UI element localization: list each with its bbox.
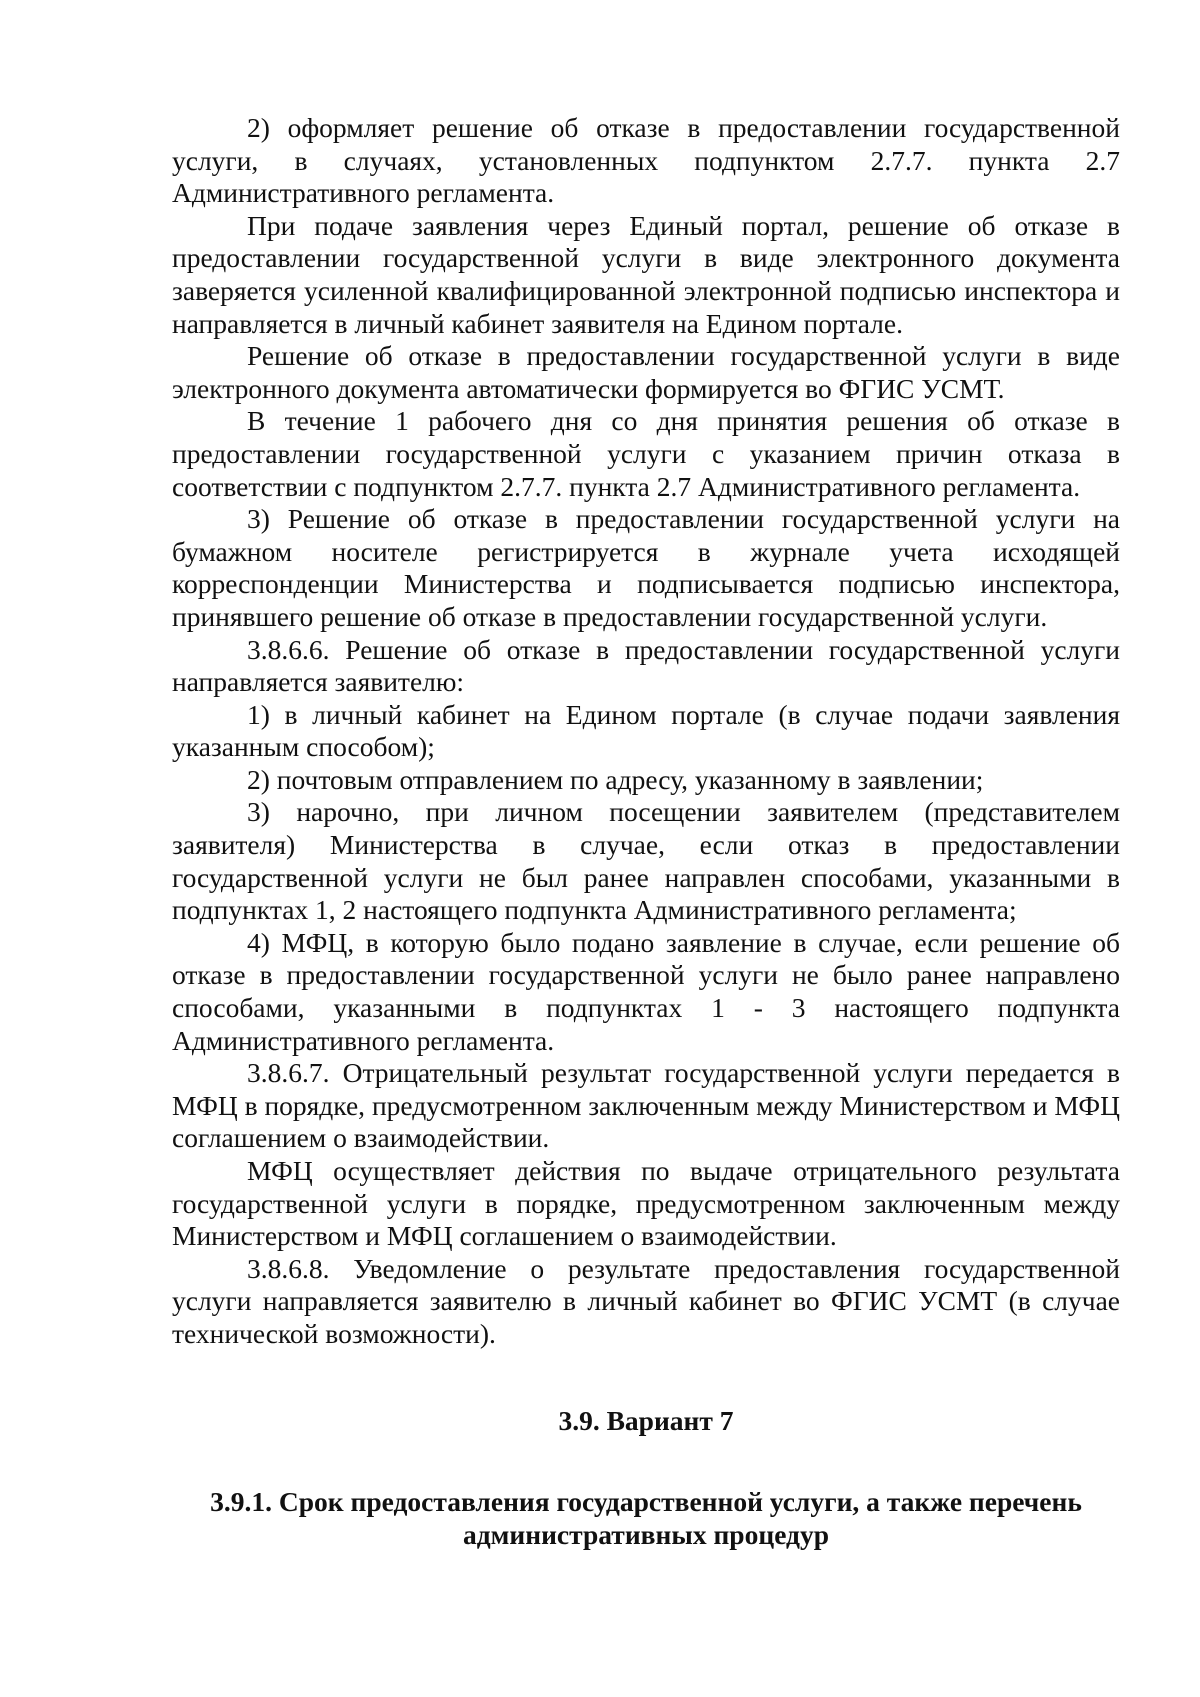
paragraph: В течение 1 рабочего дня со дня принятия решения об отказе в предоставлении государственной услуги с указанием причин отказа в соответствии с подпунктом 2.7.7. пункта 2.7 Административного регламента.	[172, 405, 1120, 502]
paragraph: МФЦ осуществляет действия по выдаче отрицательного результата государственной услуги в порядке, предусмотренном заключенным между Министерством и МФЦ соглашением о взаимодействии.	[172, 1155, 1120, 1252]
paragraph: 3.8.6.8. Уведомление о результате предоставления государственной услуги направляется заявителю в личный кабинет во ФГИС УСМТ (в случае технической возможности).	[172, 1252, 1120, 1349]
paragraph: 4) МФЦ, в которую было подано заявление в случае, если решение об отказе в предоставлении государственной услуги не было ранее направлено способами, указанными в подпунктах 1 - 3 настоящего подпункта Административного регламента.	[172, 926, 1120, 1056]
paragraph: При подаче заявления через Единый портал, решение об отказе в предоставлении государственной услуги в виде электронного документа заверяется усиленной квалифицированной электронной подписью инспектора и направляется в личный кабинет заявителя на Едином портале.	[172, 209, 1120, 339]
section-heading: 3.9. Вариант 7	[558, 1404, 734, 1436]
subsection-heading-line-2: административных процедур	[463, 1518, 829, 1550]
paragraph: 3) Решение об отказе в предоставлении государственной услуги на бумажном носителе регистрируется в журнале учета исходящей корреспонденции Министерства и подписывается подписью инспектора, принявшего решение об отказе в предоставлении государственной услуги.	[172, 503, 1120, 632]
paragraph: 2) оформляет решение об отказе в предоставлении государственной услуги, в случаях, установленных подпунктом 2.7.7. пункта 2.7 Административного регламента.	[172, 112, 1120, 209]
paragraph: 1) в личный кабинет на Едином портале (в случае подачи заявления указанным способом);	[172, 698, 1120, 763]
paragraph: 3.8.6.6. Решение об отказе в предоставлении государственной услуги направляется заявителю:	[172, 633, 1120, 698]
paragraph: 3) нарочно, при личном посещении заявителем (представителем заявителя) Министерства в случае, если отказ в предоставлении государственной услуги не был ранее направлен способами, указанными в подпунктах 1, 2 настоящего подпункта Административного регламента;	[172, 796, 1120, 926]
document-page	[172, 112, 1120, 1551]
subsection-heading	[172, 1485, 1120, 1551]
paragraph: 2) почтовым отправлением по адресу, указанному в заявлении;	[247, 763, 984, 795]
paragraph: 3.8.6.7. Отрицательный результат государственной услуги передается в МФЦ в порядке, предусмотренном заключенным между Министерством и МФЦ соглашением о взаимодействии.	[172, 1057, 1120, 1154]
subsection-heading-line-1: 3.9.1. Срок предоставления государственной услуги, а также перечень	[210, 1485, 1082, 1517]
paragraph: Решение об отказе в предоставлении государственной услуги в виде электронного документа автоматически формируется во ФГИС УСМТ.	[172, 340, 1120, 404]
